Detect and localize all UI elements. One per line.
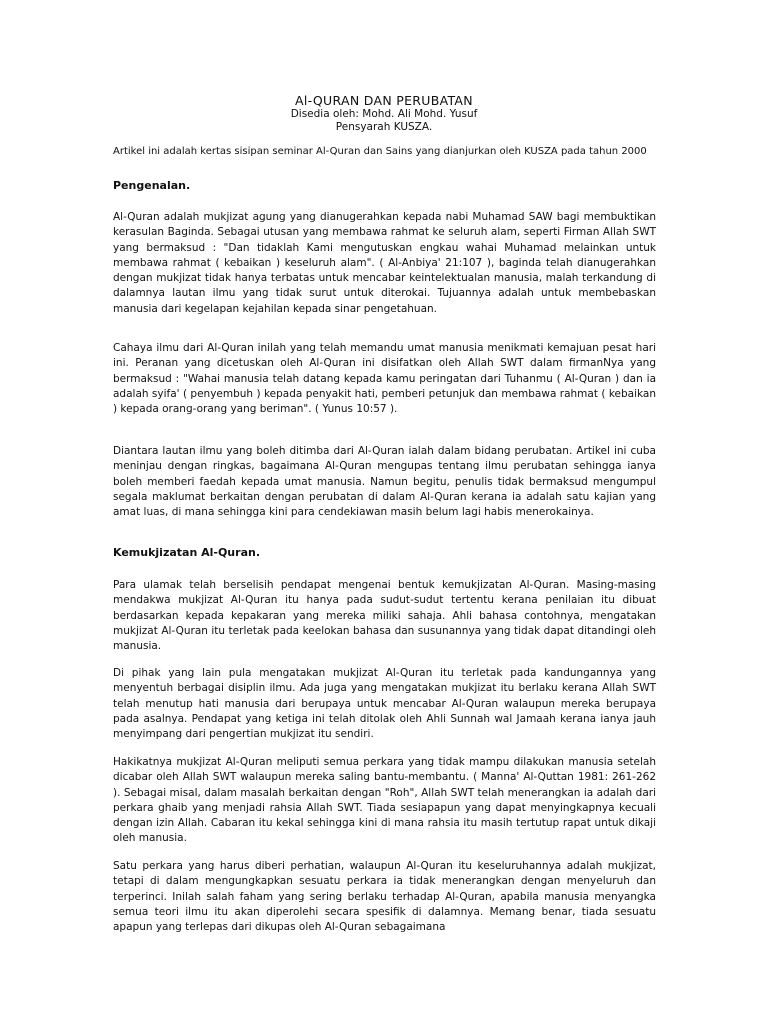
paragraph-miracle-2: Di pihak yang lain pula mengatakan mukjizat Al-Quran itu terletak pada kandungannya yang menyentuh berbagai disiplin ilmu. Ada juga yang mengatakan mukjizat itu berlaku kerana Allah SWT telah menutup hati manusia dari berupaya untuk mencabar Al-Quran walaupun mereka berupaya pada asalnya. Pendapat yang ketiga ini telah ditolak oleh Ahli Sunnah wal Jamaah kerana ianya jauh menyimpang dari pengertian mukjizat itu sendiri. <box>113 667 656 741</box>
section-heading-introduction: Pengenalan. <box>113 179 191 192</box>
paragraph-miracle-1: Para ulamak telah berselisih pendapat mengenai bentuk kemukjizatan Al-Quran. Masing-masing mendakwa mukjizat Al-Quran itu hanya pada sudut-sudut tertentu kerana penilaian itu dibuat berdasarkan kepada kepakaran yang mereka miliki sahaja. Ahli bahasa contohnya, mengatakan mukjizat Al-Quran itu terletak pada keelokan bahasa dan susunannya yang tidak dapat ditandingi oleh manusia. <box>113 579 656 653</box>
document-title: Al-QURAN DAN PERUBATAN <box>295 93 473 108</box>
author-role-line: Pensyarah KUSZA. <box>335 121 433 133</box>
paragraph-miracle-3: Hakikatnya mukjizat Al-Quran meliputi semua perkara yang tidak mampu dilakukan manusia setelah dicabar oleh Allah SWT walaupun mereka saling bantu-membantu. ( Manna' Al-Quttan 1981: 261-262 ). Sebagai misal, dalam masalah berkaitan dengan "Roh", Allah SWT telah menerangkan ia adalah dari perkara ghaib yang menjadi rahsia Allah SWT. Tiada sesiapapun yang dapat menyingkapnya kecuali dengan izin Allah. Cabaran itu kekal sehingga kini di mana rahsia itu masih tertutup rapat untuk dikaji oleh manusia. <box>113 756 656 845</box>
paragraph-intro-3: Diantara lautan ilmu yang boleh ditimba dari Al-Quran ialah dalam bidang perubatan. Artikel ini cuba meninjau dengan ringkas, bagaimana Al-Quran mengupas tentang ilmu perubatan sehingga ianya boleh memberi faedah kepada umat manusia. Namun begitu, penulis tidak bermaksud mengumpul segala maklumat berkaitan dengan perubatan di dalam Al-Quran kerana ia adalah satu kajian yang amat luas, di mana sehingga kini para cendekiawan masih belum lagi habis menerokainya. <box>113 445 656 519</box>
paragraph-intro-2: Cahaya ilmu dari Al-Quran inilah yang telah memandu umat manusia menikmati kemajuan pesat hari ini. Peranan yang dicetuskan oleh Al-Quran ini disifatkan oleh Allah SWT dalam firmanNya yang bermaksud : "Wahai manusia telah datang kepada kamu peringatan dari Tuhanmu ( Al-Quran ) dan ia adalah syifa' ( penyembuh ) kepada penyakit hati, pemberi petunjuk dan membawa rahmat ( kebaikan ) kepada orang-orang yang beriman". ( Yunus 10:57 ). <box>113 342 656 416</box>
paragraph-miracle-4: Satu perkara yang harus diberi perhatian, walaupun Al-Quran itu keseluruhannya adalah mukjizat, tetapi di dalam mengungkapkan sesuatu perkara ia tidak menerangkan dengan menyeluruh dan terperinci. Inilah salah faham yang sering berlaku terhadap Al-Quran, apabila manusia menyangka semua teori ilmu itu akan diperolehi secara spesifik di dalamnya. Memang benar, tiada sesuatu apapun yang terlepas dari dikupas oleh Al-Quran sebagaimana <box>113 860 656 934</box>
paragraph-intro-1: Al-Quran adalah mukjizat agung yang dianugerahkan kepada nabi Muhamad SAW bagi membuktikan kerasulan Baginda. Sebagai utusan yang membawa rahmat ke seluruh alam, seperti Firman Allah SWT yang bermaksud : "Dan tidaklah Kami mengutuskan engkau wahai Muhamad melainkan untuk membawa rahmat ( kebaikan ) keseluruh alam". ( Al-Anbiya' 21:107 ), baginda telah dianugerahkan dengan mukjizat tidak hanya terbatas untuk mencabar keintelektualan manusia, malah terkandung di dalamnya lautan ilmu yang tidak surut untuk diterokai. Tujuannya adalah untuk membebaskan manusia dari kegelapan kejahilan kepada sinar pengetahuan. <box>113 211 656 315</box>
article-note: Artikel ini adalah kertas sisipan seminar Al-Quran dan Sains yang dianjurkan oleh KUSZA pada tahun 2000 <box>113 146 647 157</box>
section-heading-miracle: Kemukjizatan Al-Quran. <box>113 546 260 559</box>
author-line: Disedia oleh: Mohd. Ali Mohd. Yusuf <box>290 108 478 120</box>
